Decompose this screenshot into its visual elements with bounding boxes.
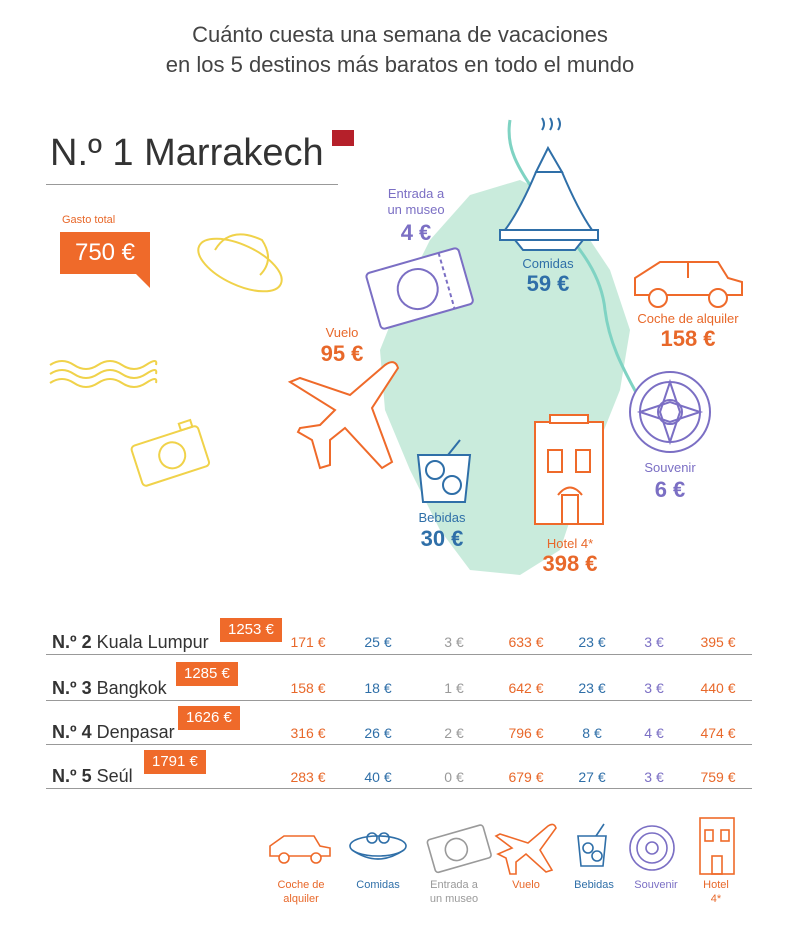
cell-meals: 26 € bbox=[364, 725, 392, 741]
legend-souvenir-label bbox=[626, 878, 686, 892]
legend-car-label bbox=[270, 878, 332, 906]
legend-drinks-label bbox=[564, 878, 624, 892]
table-row-5-city bbox=[52, 766, 133, 787]
airplane-icon bbox=[496, 824, 556, 874]
cell-souvenir: 3 € bbox=[644, 634, 664, 650]
table-row-divider bbox=[46, 744, 752, 745]
meals-label: Comidas bbox=[522, 256, 574, 271]
cell-drinks: 8 € bbox=[582, 725, 602, 741]
flight-value: 95 € bbox=[320, 341, 364, 366]
city-name: Bangkok bbox=[96, 678, 167, 698]
cell-hotel: 474 € bbox=[700, 725, 736, 741]
rank-number: N.º 4 bbox=[52, 722, 92, 742]
meals-icon bbox=[350, 833, 406, 859]
total-badge: 1626 € bbox=[178, 706, 240, 730]
cell-flight: 796 € bbox=[508, 725, 544, 741]
cell-souvenir: 4 € bbox=[644, 725, 664, 741]
total-badge: 750 € bbox=[60, 232, 150, 274]
museum-ticket-icon bbox=[427, 824, 492, 873]
cell-museum: 0 € bbox=[444, 769, 464, 785]
car-label: Coche de alquiler bbox=[637, 311, 739, 326]
legend-label-line: Vuelo bbox=[512, 879, 540, 891]
rank-number: N.º 5 bbox=[52, 766, 92, 786]
cell-car: 316 € bbox=[290, 725, 326, 741]
table-row-3-city bbox=[52, 678, 167, 699]
city-name: Seúl bbox=[96, 766, 133, 786]
car-value: 158 € bbox=[660, 326, 716, 351]
city-name: Denpasar bbox=[96, 722, 175, 742]
museum-value: 4 € bbox=[400, 220, 432, 245]
souvenir-label: Souvenir bbox=[644, 460, 696, 475]
total-badge: 1791 € bbox=[144, 750, 206, 774]
drinks-label: Bebidas bbox=[418, 510, 466, 525]
drink-icon bbox=[578, 824, 606, 866]
total-badge: 1285 € bbox=[176, 662, 238, 686]
legend-label-line: Souvenir bbox=[634, 879, 678, 891]
cell-car: 283 € bbox=[290, 769, 326, 785]
cell-souvenir: 3 € bbox=[644, 769, 664, 785]
legend-hotel-label bbox=[694, 878, 738, 906]
cell-drinks: 27 € bbox=[578, 769, 606, 785]
legend-label-line: 4* bbox=[710, 893, 722, 905]
rank-number: N.º 3 bbox=[52, 678, 92, 698]
table-row-divider bbox=[46, 788, 752, 789]
flight-label: Vuelo bbox=[325, 325, 359, 340]
rank-number: N.º 2 bbox=[52, 632, 92, 652]
cell-museum: 3 € bbox=[444, 634, 464, 650]
legend-meals-label bbox=[346, 878, 410, 892]
city-name: Kuala Lumpur bbox=[96, 632, 209, 652]
museum-label-2: un museo bbox=[387, 202, 445, 217]
cell-meals: 40 € bbox=[364, 769, 392, 785]
hat-icon bbox=[191, 228, 289, 302]
drinks-value: 30 € bbox=[420, 526, 464, 551]
museum-label bbox=[366, 186, 466, 218]
cell-drinks: 23 € bbox=[578, 634, 606, 650]
waves-icon bbox=[50, 361, 156, 387]
cell-museum: 1 € bbox=[444, 680, 464, 696]
car-icon bbox=[635, 262, 742, 307]
cell-flight: 642 € bbox=[508, 680, 544, 696]
museum-label-1: Entrada a bbox=[387, 186, 445, 201]
cell-flight: 633 € bbox=[508, 634, 544, 650]
legend-label-line: Comidas bbox=[356, 879, 400, 891]
cell-hotel: 440 € bbox=[700, 680, 736, 696]
cell-car: 171 € bbox=[290, 634, 326, 650]
meals-value: 59 € bbox=[526, 271, 570, 296]
legend-label-line: alquiler bbox=[283, 893, 319, 905]
car-icon bbox=[270, 836, 330, 863]
camera-icon bbox=[128, 419, 210, 487]
total-badge: 1253 € bbox=[220, 618, 282, 642]
souvenir-plate-icon bbox=[630, 826, 674, 870]
hotel-icon bbox=[700, 818, 734, 874]
featured-city: Marrakech bbox=[144, 132, 324, 174]
cell-museum: 2 € bbox=[444, 725, 464, 741]
airplane-icon bbox=[290, 362, 398, 468]
cell-souvenir: 3 € bbox=[644, 680, 664, 696]
table-row-divider bbox=[46, 654, 752, 655]
featured-rank: N.º 1 bbox=[50, 132, 134, 174]
table-row-4-city bbox=[52, 722, 175, 743]
cell-hotel: 759 € bbox=[700, 769, 736, 785]
total-label: Gasto total bbox=[62, 214, 116, 226]
title-line-2: en los 5 destinos más baratos en todo el mundo bbox=[165, 52, 635, 77]
souvenir-value: 6 € bbox=[654, 477, 686, 502]
legend-label-line: Coche de bbox=[277, 879, 325, 891]
cell-flight: 679 € bbox=[508, 769, 544, 785]
legend-museum-label bbox=[422, 878, 486, 906]
cell-drinks: 23 € bbox=[578, 680, 606, 696]
table-row-2-city bbox=[52, 632, 209, 653]
hotel-value: 398 € bbox=[542, 551, 598, 576]
souvenir-plate-icon bbox=[630, 372, 710, 452]
hotel-icon bbox=[535, 415, 603, 524]
legend-flight-label bbox=[498, 878, 554, 892]
title-line-1: Cuánto cuesta una semana de vacaciones bbox=[192, 22, 608, 47]
legend-label-line: Entrada a bbox=[430, 879, 478, 891]
legend-label-line: Hotel bbox=[703, 879, 729, 891]
legend-icons bbox=[260, 808, 760, 878]
cell-meals: 18 € bbox=[364, 680, 392, 696]
hotel-label: Hotel 4* bbox=[546, 536, 594, 551]
legend-label-line: Bebidas bbox=[574, 879, 614, 891]
cell-car: 158 € bbox=[290, 680, 326, 696]
table-row-divider bbox=[46, 700, 752, 701]
legend-label-line: un museo bbox=[429, 893, 479, 905]
cell-meals: 25 € bbox=[364, 634, 392, 650]
cell-hotel: 395 € bbox=[700, 634, 736, 650]
